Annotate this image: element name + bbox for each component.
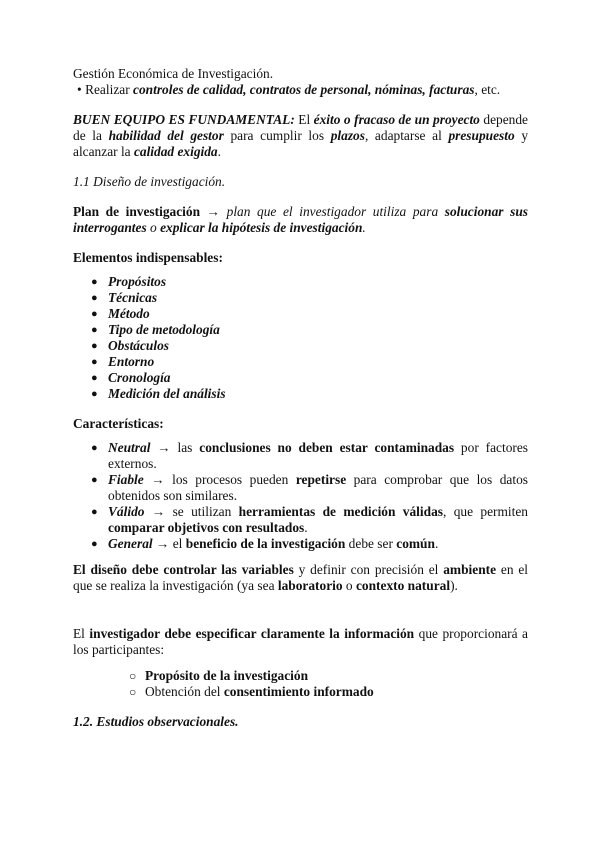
list-item-general: ● General → el beneficio de la investigación debe ser común. [91,536,439,551]
list-item: ● Obstáculos [91,338,170,353]
list-item: ● Técnicas [91,290,158,305]
list-item: ● Medición del análisis [91,386,226,401]
section-heading-1-1: 1.1 Diseño de investigación. [73,174,226,189]
informacion-list [73,668,528,700]
elementos-heading: Elementos indispensables: [73,250,223,265]
equipo-paragraph: BUEN EQUIPO ES FUNDAMENTAL: El éxito o fracaso de un proyecto depende de la habilidad del gestor para cumplir los plazos, adaptarse al presupuesto y alcanzar la calidad exigida. [73,112,529,159]
list-item: ○ Obtención del consentimiento informado [129,684,374,699]
list-item: ● Tipo de metodología [91,322,220,337]
caracteristicas-list [73,440,528,552]
list-item: ○ Propósito de la investigación [129,668,309,683]
list-item-valido: ● Válido → se utilizan herramientas de medición válidas, que permiten comparar objetivos con resultados. [91,504,528,535]
elementos-list [73,274,528,402]
bullet-glyph: • [77,82,82,97]
header-title: Gestión Económica de Investigación. [73,66,274,81]
document-page [73,66,528,730]
list-item: ● Entorno [91,354,155,369]
diseno-paragraph: El diseño debe controlar las variables y definir con precisión el ambiente en el que se realiza la investigación (ya sea laboratorio o contexto natural). [73,562,529,593]
list-item-fiable: ● Fiable → los procesos pueden repetirse para comprobar que los datos obtenidos son similares. [91,472,528,503]
list-item: ● Propósitos [91,274,167,289]
section-heading-1-2: 1.2. Estudios observacionales. [73,714,239,729]
caracteristicas-heading: Características: [73,416,164,431]
list-item: ● Método [91,306,150,321]
header-bullet-line: • Realizar controles de calidad, contratos de personal, nóminas, facturas, etc. [77,82,501,97]
list-item: ● Cronología [91,370,171,385]
list-item-neutral: ● Neutral → las conclusiones no deben estar contaminadas por factores externos. [91,440,529,471]
plan-paragraph: Plan de investigación → plan que el investigador utiliza para solucionar sus interrogantes o explicar la hipótesis de investigación. [73,204,528,235]
investigador-paragraph: El investigador debe especificar claramente la información que proporcionará a los participantes: [73,626,528,657]
